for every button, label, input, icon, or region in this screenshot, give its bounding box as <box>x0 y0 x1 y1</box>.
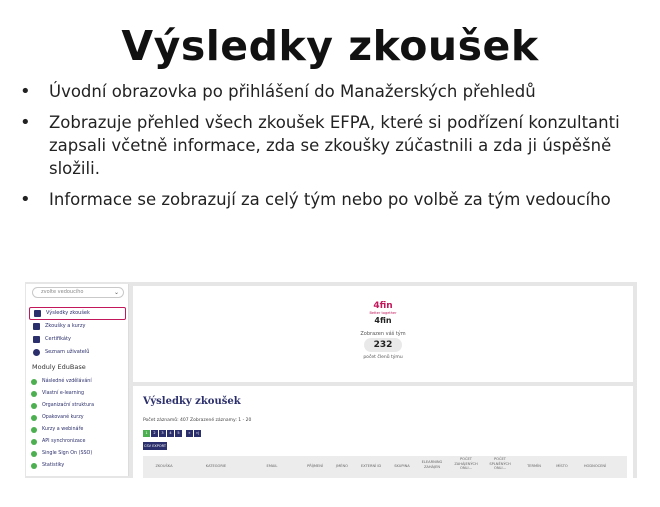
results-panel <box>133 386 633 478</box>
csv-export-button[interactable]: CSV EXPORT <box>144 444 166 448</box>
module-item[interactable] <box>26 412 129 424</box>
check-circle-icon <box>31 391 37 397</box>
team-count-badge: 232 <box>364 338 402 352</box>
org-name: 4fin <box>374 316 392 325</box>
column-header[interactable]: EXTERNÍ ID <box>360 464 382 468</box>
column-header[interactable]: JMÉNO <box>336 464 348 468</box>
module-item[interactable] <box>26 400 129 412</box>
module-label: Statistiky <box>42 463 65 468</box>
sidebar-nav <box>26 307 129 359</box>
module-label: Následné vzdělávání <box>42 379 92 384</box>
module-label: API synchronizace <box>42 439 86 444</box>
column-header[interactable]: POČET ZAHÁJENÝCH ONLI... <box>454 457 478 470</box>
next-page-button[interactable]: » <box>186 430 193 437</box>
column-header[interactable]: PŘÍJMENÍ <box>307 464 323 468</box>
logo-tagline: Better together <box>369 311 397 315</box>
module-item[interactable] <box>26 448 129 460</box>
team-label: Zobrazen váš tým <box>360 331 406 337</box>
pagination <box>143 430 202 440</box>
sidebar <box>26 284 129 476</box>
page-button[interactable]: 3 <box>159 430 166 437</box>
bullet-item: • Úvodní obrazovka po přihlášení do Manažerských přehledů <box>20 80 645 103</box>
sidebar-item-label: Certifikáty <box>45 336 71 342</box>
bullet-list <box>20 80 645 219</box>
sidebar-item-users[interactable] <box>29 346 126 359</box>
module-item[interactable] <box>26 376 129 388</box>
team-summary-panel <box>133 286 633 382</box>
check-circle-icon <box>31 415 37 421</box>
column-header[interactable]: ELEARNING ZAHÁJEN <box>421 460 443 469</box>
sidebar-item-label: Zkoušky a kurzy <box>45 323 86 329</box>
page-title: Výsledky zkoušek <box>143 396 241 407</box>
check-circle-icon <box>31 451 37 457</box>
page-button[interactable]: 4 <box>167 430 174 437</box>
check-circle-icon <box>31 439 37 445</box>
column-header[interactable]: HODNOCENÍ <box>583 464 607 468</box>
graduation-cap-icon <box>33 323 40 330</box>
column-header[interactable]: EMAIL <box>266 464 278 468</box>
module-label: Opakované kurzy <box>42 415 84 420</box>
check-circle-icon <box>31 379 37 385</box>
page-button[interactable]: 2 <box>151 430 158 437</box>
sidebar-item-label: Seznam uživatelů <box>45 349 90 355</box>
module-item[interactable] <box>26 436 129 448</box>
check-circle-icon <box>31 463 37 469</box>
app-screenshot <box>25 282 637 478</box>
last-page-button[interactable]: »| <box>195 431 200 435</box>
column-header[interactable]: ZKOUŠKA <box>155 464 173 468</box>
module-label: Vlastní e-learning <box>42 391 85 396</box>
chevron-down-icon: ⌄ <box>113 289 119 296</box>
record-count: Počet záznamů: 407 Zobrazené záznamy: 1 - 20 <box>143 418 252 423</box>
column-header[interactable]: SKUPINA <box>394 464 410 468</box>
module-label: Organizační struktura <box>42 403 95 408</box>
column-header[interactable]: MÍSTO <box>556 464 568 468</box>
module-item[interactable] <box>26 388 129 400</box>
sidebar-item-exam-results[interactable] <box>29 307 126 320</box>
column-header[interactable]: TERMÍN <box>527 464 541 468</box>
module-label: Kurzy a webináře <box>42 427 84 432</box>
bullet-item: • Zobrazuje přehled všech zkoušek EFPA, které si podřízení konzultanti zapsali včetně informace, zda se zkoušky zúčastnili a zda ji úspěšně složili. <box>20 111 645 180</box>
module-item[interactable] <box>26 460 129 472</box>
user-icon <box>33 349 40 356</box>
module-label: Single Sign On (SSO) <box>42 451 93 456</box>
table-header <box>143 456 627 478</box>
logo: 4fin <box>373 301 393 311</box>
sidebar-item-label: Výsledky zkoušek <box>46 310 90 316</box>
bullet-item: • Informace se zobrazují za celý tým nebo po volbě za tým vedoucího <box>20 188 645 211</box>
certificate-icon <box>33 336 40 343</box>
slide-title: Výsledky zkoušek <box>121 22 539 70</box>
module-item[interactable] <box>26 424 129 436</box>
column-header[interactable]: POČET SPLNĚNÝCH ONLI... <box>489 457 511 470</box>
leader-select-placeholder: zvolte vedoucího <box>41 289 84 295</box>
check-circle-icon <box>31 403 37 409</box>
team-count-label: počet členů týmu <box>363 355 403 360</box>
modules-section-label: Moduly EduBase <box>32 363 86 371</box>
column-header[interactable]: KATEGORIE <box>205 464 227 468</box>
check-circle-icon <box>31 427 37 433</box>
sidebar-item-certificates[interactable] <box>29 333 126 346</box>
modules-list <box>26 376 129 472</box>
page-button[interactable]: 5 <box>175 430 182 437</box>
page-button[interactable]: 1 <box>143 430 150 437</box>
document-icon <box>34 310 41 317</box>
leader-select[interactable] <box>32 287 124 298</box>
sidebar-item-exams-courses[interactable] <box>29 320 126 333</box>
